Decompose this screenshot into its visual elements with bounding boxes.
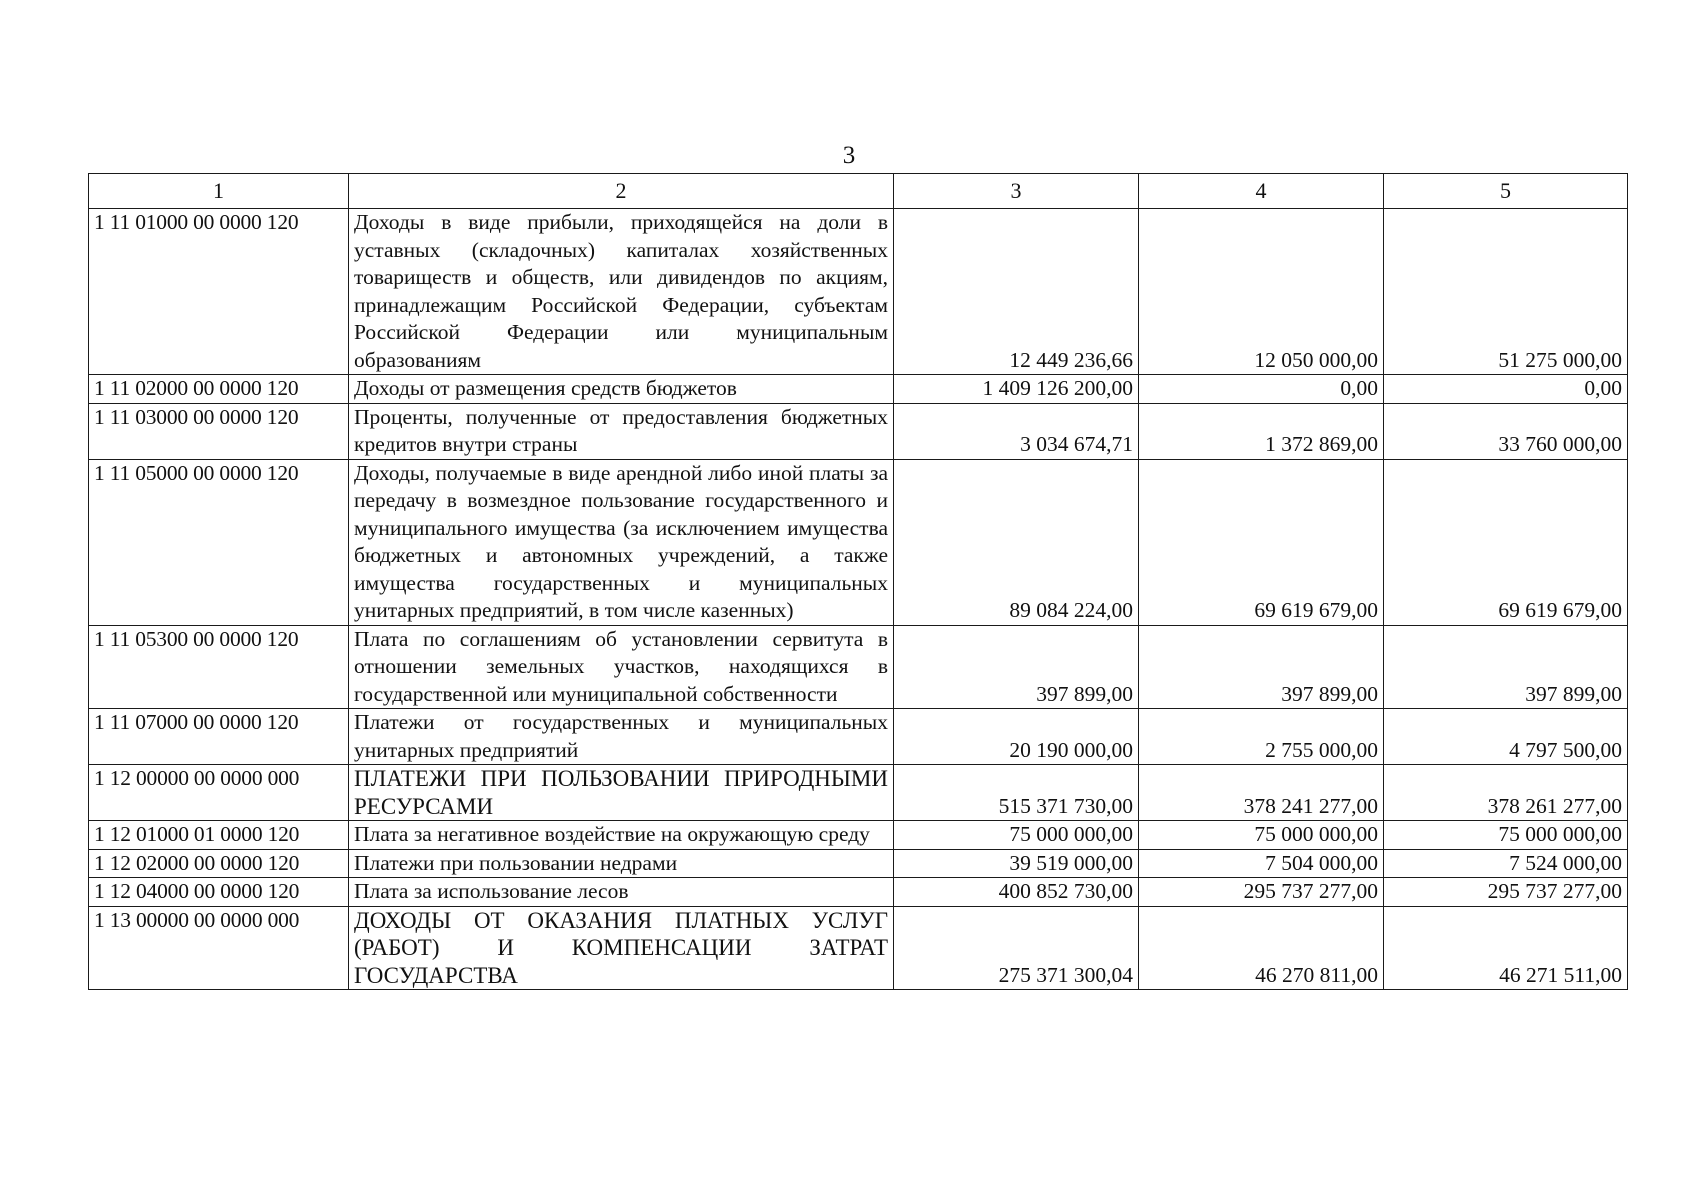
header-row bbox=[89, 174, 1628, 209]
row-code: 1 12 01000 01 0000 120 bbox=[89, 821, 349, 850]
row-value-4: 69 619 679,00 bbox=[1139, 459, 1384, 625]
row-name: ДОХОДЫ ОТ ОКАЗАНИЯ ПЛАТНЫХ УСЛУГ (РАБОТ) И КОМПЕНСАЦИИ ЗАТРАТ ГОСУДАРСТВА bbox=[349, 906, 894, 990]
table-row bbox=[89, 821, 1628, 850]
table-row bbox=[89, 765, 1628, 821]
row-code: 1 12 04000 00 0000 120 bbox=[89, 878, 349, 907]
row-value-4: 75 000 000,00 bbox=[1139, 821, 1384, 850]
row-value-3: 1 409 126 200,00 bbox=[894, 375, 1139, 404]
table-row bbox=[89, 403, 1628, 459]
row-value-4: 2 755 000,00 bbox=[1139, 709, 1384, 765]
row-code: 1 11 01000 00 0000 120 bbox=[89, 209, 349, 375]
row-name: Платежи от государственных и муниципальных унитарных предприятий bbox=[349, 709, 894, 765]
row-value-3: 3 034 674,71 bbox=[894, 403, 1139, 459]
column-header-2: 2 bbox=[349, 174, 894, 209]
row-value-3: 400 852 730,00 bbox=[894, 878, 1139, 907]
row-code: 1 12 02000 00 0000 120 bbox=[89, 849, 349, 878]
row-value-5: 51 275 000,00 bbox=[1384, 209, 1628, 375]
row-value-3: 275 371 300,04 bbox=[894, 906, 1139, 990]
row-name: Доходы в виде прибыли, приходящейся на доли в уставных (складочных) капиталах хозяйственных товариществ и обществ, или дивидендов по акциям, принадлежащим Российской Федерации, субъектам Российской Федерации или муниципальным образованиям bbox=[349, 209, 894, 375]
row-value-5: 75 000 000,00 bbox=[1384, 821, 1628, 850]
row-code: 1 11 05000 00 0000 120 bbox=[89, 459, 349, 625]
revenue-table bbox=[88, 173, 1628, 990]
page-number: 3 bbox=[842, 142, 856, 169]
row-value-3: 12 449 236,66 bbox=[894, 209, 1139, 375]
column-header-5: 5 bbox=[1384, 174, 1628, 209]
row-value-5: 295 737 277,00 bbox=[1384, 878, 1628, 907]
row-code: 1 11 02000 00 0000 120 bbox=[89, 375, 349, 404]
row-name: Проценты, полученные от предоставления бюджетных кредитов внутри страны bbox=[349, 403, 894, 459]
row-name: Плата за негативное воздействие на окружающую среду bbox=[349, 821, 894, 850]
row-value-5: 0,00 bbox=[1384, 375, 1628, 404]
table-row bbox=[89, 459, 1628, 625]
row-code: 1 13 00000 00 0000 000 bbox=[89, 906, 349, 990]
row-value-3: 75 000 000,00 bbox=[894, 821, 1139, 850]
row-name: Плата по соглашениям об установлении сервитута в отношении земельных участков, находящихся в государственной или муниципальной собственности bbox=[349, 625, 894, 709]
row-value-4: 12 050 000,00 bbox=[1139, 209, 1384, 375]
row-code: 1 11 07000 00 0000 120 bbox=[89, 709, 349, 765]
table-row bbox=[89, 375, 1628, 404]
row-value-3: 89 084 224,00 bbox=[894, 459, 1139, 625]
row-name: Плата за использование лесов bbox=[349, 878, 894, 907]
row-value-4: 7 504 000,00 bbox=[1139, 849, 1384, 878]
row-value-4: 1 372 869,00 bbox=[1139, 403, 1384, 459]
table-row bbox=[89, 709, 1628, 765]
row-value-3: 515 371 730,00 bbox=[894, 765, 1139, 821]
table-row bbox=[89, 625, 1628, 709]
row-value-4: 46 270 811,00 bbox=[1139, 906, 1384, 990]
column-header-1: 1 bbox=[89, 174, 349, 209]
row-value-5: 378 261 277,00 bbox=[1384, 765, 1628, 821]
row-name: Доходы от размещения средств бюджетов bbox=[349, 375, 894, 404]
row-value-4: 378 241 277,00 bbox=[1139, 765, 1384, 821]
table-row bbox=[89, 878, 1628, 907]
row-name: Доходы, получаемые в виде арендной либо иной платы за передачу в возмездное пользование государственного и муниципального имущества (за исключением имущества бюджетных и автономных учреждений, а также имущества государственных и муниципальных унитарных предприятий, в том числе казенных) bbox=[349, 459, 894, 625]
row-value-4: 295 737 277,00 bbox=[1139, 878, 1384, 907]
row-value-4: 0,00 bbox=[1139, 375, 1384, 404]
column-header-4: 4 bbox=[1139, 174, 1384, 209]
row-name: ПЛАТЕЖИ ПРИ ПОЛЬЗОВАНИИ ПРИРОДНЫМИ РЕСУРСАМИ bbox=[349, 765, 894, 821]
row-value-3: 397 899,00 bbox=[894, 625, 1139, 709]
row-code: 1 11 03000 00 0000 120 bbox=[89, 403, 349, 459]
row-value-5: 46 271 511,00 bbox=[1384, 906, 1628, 990]
table-row bbox=[89, 849, 1628, 878]
row-value-5: 4 797 500,00 bbox=[1384, 709, 1628, 765]
row-value-3: 20 190 000,00 bbox=[894, 709, 1139, 765]
table-row bbox=[89, 906, 1628, 990]
row-value-5: 7 524 000,00 bbox=[1384, 849, 1628, 878]
row-value-4: 397 899,00 bbox=[1139, 625, 1384, 709]
row-name: Платежи при пользовании недрами bbox=[349, 849, 894, 878]
row-value-5: 397 899,00 bbox=[1384, 625, 1628, 709]
row-code: 1 11 05300 00 0000 120 bbox=[89, 625, 349, 709]
row-code: 1 12 00000 00 0000 000 bbox=[89, 765, 349, 821]
row-value-3: 39 519 000,00 bbox=[894, 849, 1139, 878]
row-value-5: 69 619 679,00 bbox=[1384, 459, 1628, 625]
row-value-5: 33 760 000,00 bbox=[1384, 403, 1628, 459]
column-header-3: 3 bbox=[894, 174, 1139, 209]
table-row bbox=[89, 209, 1628, 375]
